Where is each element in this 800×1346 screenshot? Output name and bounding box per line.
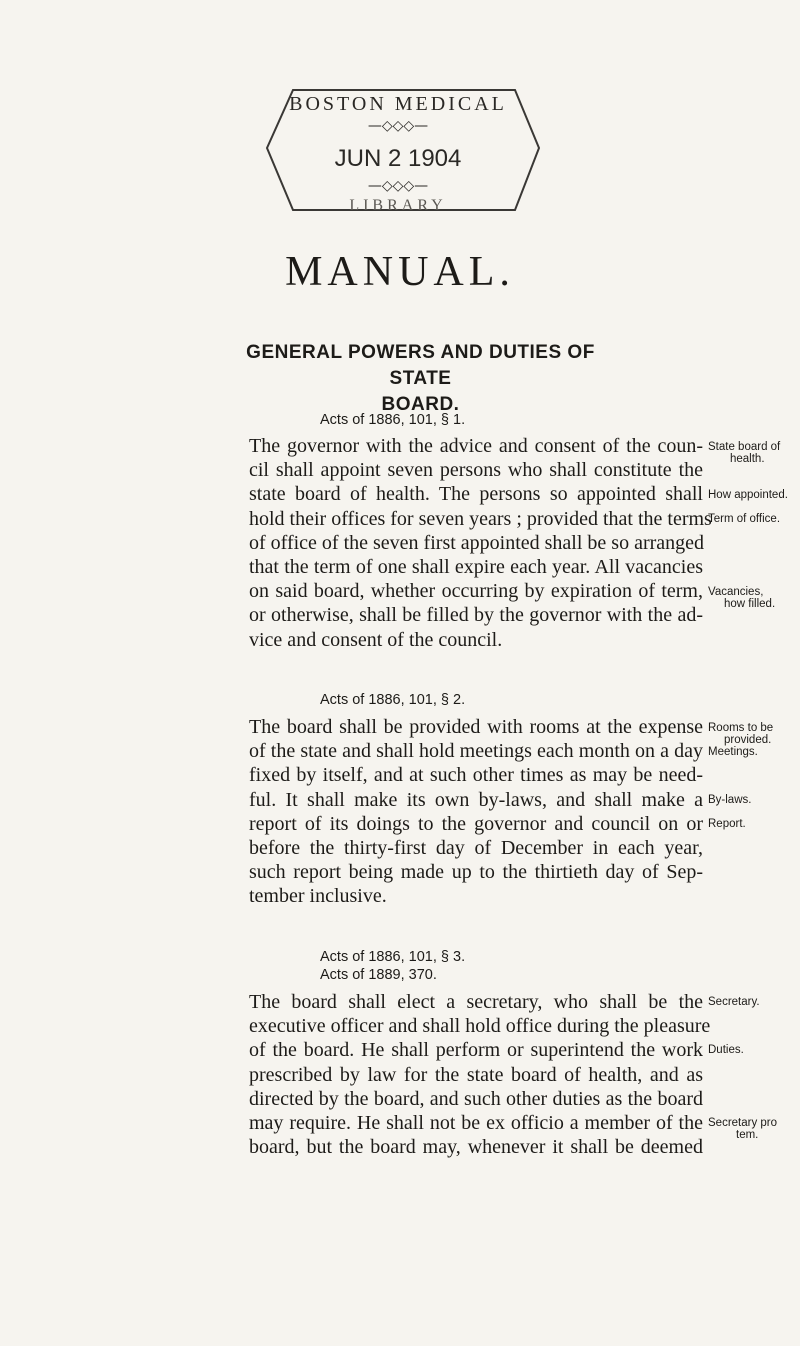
text-line: hold their offices for seven years ; provided that the terms <box>249 507 712 530</box>
side-note: How appointed. <box>708 489 788 501</box>
side-note: Meetings. <box>708 746 758 758</box>
text-line: cil shall appoint seven persons who shall constitute the <box>249 459 703 482</box>
side-note: Secretary. <box>708 996 760 1008</box>
text-line: on said board, whether occurring by expiration of term, <box>249 580 703 603</box>
citation: Acts of 1886, 101, § 1. <box>320 412 466 428</box>
text-line: fixed by itself, and at such other times as may be need- <box>249 764 703 787</box>
text-line: The board shall elect a secretary, who shall be the <box>249 991 703 1013</box>
citation: Acts of 1886, 101, § 2. <box>320 692 466 708</box>
text-line: vice and consent of the council. <box>249 628 503 651</box>
text-line: of the state and shall hold meetings each month on a day <box>249 740 703 763</box>
text-line: of office of the seven first appointed shall be so arranged <box>249 531 705 554</box>
side-note: By-laws. <box>708 794 752 806</box>
text-line: state board of health. The persons so appointed shall <box>249 483 703 506</box>
citation: Acts of 1886, 101, § 3. <box>320 949 466 965</box>
text-line: The board shall be provided with rooms at the expense <box>249 716 703 738</box>
page-title: MANUAL. <box>285 249 515 295</box>
side-note: Report. <box>708 818 746 830</box>
heading-line: GENERAL POWERS AND DUTIES OF STATE <box>246 342 595 389</box>
text-line: or otherwise, shall be filled by the governor with the ad- <box>249 604 703 627</box>
text-line: board, but the board may, whenever it shall be deemed <box>249 1136 703 1159</box>
side-note: State board of health. <box>708 441 781 465</box>
text-line: prescribed by law for the state board of health, and as <box>249 1063 703 1086</box>
side-note: Secretary pro tem. <box>708 1117 778 1141</box>
stamp-date: JUN 2 1904 <box>334 145 462 172</box>
text-line: before the thirty-first day of December in each year, <box>249 836 703 859</box>
text-line: ful. It shall make its own by-laws, and shall make a <box>249 788 703 811</box>
paragraph <box>249 434 799 652</box>
text-line: tember inclusive. <box>249 885 387 908</box>
stamp-top-text: BOSTON MEDICAL <box>289 93 507 115</box>
text-line: that the term of one shall expire each year. All vacancies <box>249 555 703 578</box>
side-note: Vacancies, how filled. <box>708 586 776 610</box>
text-line: executive officer and shall hold office during the pleasure <box>249 1015 711 1038</box>
stamp-bottom-text: LIBRARY <box>349 197 447 214</box>
text-line: of the board. He shall perform or superintend the work <box>249 1039 703 1062</box>
svg-text:—◇◇◇—: —◇◇◇— <box>367 118 429 134</box>
library-stamp <box>253 78 543 223</box>
heading-line: BOARD. <box>381 394 460 415</box>
side-note: Duties. <box>708 1044 744 1056</box>
text-line: such report being made up to the thirtieth day of Sep- <box>249 861 703 884</box>
svg-text:—◇◇◇—: —◇◇◇— <box>367 178 429 194</box>
text-line: report of its doings to the governor and council on or <box>249 812 703 835</box>
side-note: Term of office. <box>708 513 781 525</box>
text-line: directed by the board, and such other duties as the board <box>249 1087 703 1110</box>
citation: Acts of 1889, 370. <box>320 967 437 983</box>
text-line: may require. He shall not be ex officio a member of the <box>249 1111 703 1134</box>
section-heading <box>228 340 613 418</box>
side-note: Rooms to be provided. <box>708 722 774 746</box>
text-line: The governor with the advice and consent of the coun- <box>249 435 703 457</box>
